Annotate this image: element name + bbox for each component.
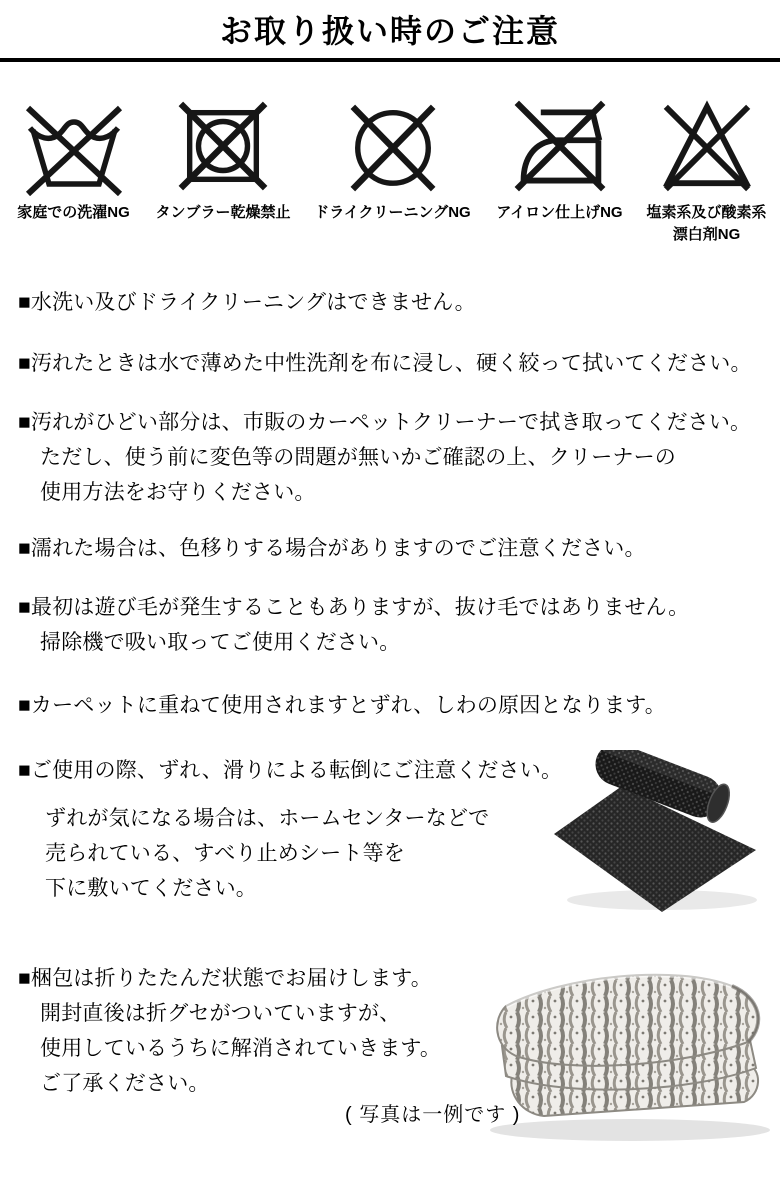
no-tumble-dry-icon [174, 96, 272, 196]
title-divider [0, 58, 780, 62]
care-symbol-no-bleach [639, 96, 774, 246]
no-iron-icon [512, 96, 608, 196]
note-line: ■濡れた場合は、色移りする場合がありますのでご注意ください。 [18, 537, 646, 560]
page-title: お取り扱い時のご注意 [219, 13, 560, 49]
note-line: 下に敷いてください。 [45, 877, 257, 900]
note-line: ■カーペットに重ねて使用されますとずれ、しわの原因となります。 [18, 694, 666, 717]
care-symbol-label: ドライクリーニングNG [314, 204, 471, 221]
note-loose-fibers [18, 590, 689, 660]
note-line: ■ご使用の際、ずれ、滑りによる転倒にご注意ください。 [18, 759, 563, 782]
note-line: ただし、使う前に変色等の問題が無いかご確認の上、クリーナーの [40, 446, 676, 469]
note-antislip-sheet-advice [45, 801, 489, 906]
care-symbol-label-line2: 漂白剤NG [672, 225, 741, 243]
note-slip-warning [18, 753, 562, 788]
note-line: ■汚れがひどい部分は、市販のカーペットクリーナーで拭き取ってください。 [18, 411, 752, 434]
care-symbol-label [646, 202, 766, 246]
note-line: ■梱包は折りたたんだ状態でお届けします。 [18, 967, 433, 990]
care-symbol-no-iron [487, 96, 632, 246]
note-line: 掃除機で吸い取ってご使用ください。 [40, 631, 401, 654]
photo-caption: ( 写真は一例です ) [345, 1104, 521, 1126]
antislip-sheet-photo [550, 750, 780, 920]
note-line: ご了承ください。 [40, 1072, 210, 1095]
note-line: ■汚れたときは水で薄めた中性洗剤を布に浸し、硬く絞って拭いてください。 [18, 352, 752, 375]
care-symbol-no-home-wash [6, 96, 141, 246]
no-dry-clean-icon [344, 96, 442, 196]
note-stain-mild-detergent [18, 346, 752, 381]
note-color-transfer [18, 531, 646, 566]
note-line: 使用方法をお守りください。 [40, 481, 316, 504]
care-symbol-no-dry-clean [305, 96, 480, 246]
care-symbol-label: アイロン仕上げNG [496, 204, 623, 221]
no-bleach-icon [658, 96, 756, 196]
note-layering-wrinkles [18, 688, 666, 723]
note-line: 使用しているうちに解消されていきます。 [40, 1037, 442, 1060]
note-line: ずれが気になる場合は、ホームセンターなどで [45, 807, 490, 830]
care-symbol-label-line1: 塩素系及び酸素系 [646, 204, 767, 221]
note-line: 開封直後は折グセがついていますが、 [40, 1002, 401, 1025]
note-line: ■最初は遊び毛が発生することもありますが、抜け毛ではありません。 [18, 596, 690, 619]
note-carpet-cleaner [18, 405, 751, 510]
care-symbol-label: タンブラー乾燥禁止 [155, 204, 291, 221]
care-symbols-row [0, 96, 780, 246]
care-symbol-no-tumble-dry [148, 96, 298, 246]
note-folded-packaging [18, 961, 441, 1101]
note-no-washing [18, 285, 476, 320]
note-line: 売られている、すべり止めシート等を [45, 842, 405, 865]
note-line: ■水洗い及びドライクリーニングはできません。 [18, 291, 476, 314]
no-home-wash-icon [24, 96, 124, 196]
care-symbol-label: 家庭での洗濯NG [17, 204, 130, 221]
